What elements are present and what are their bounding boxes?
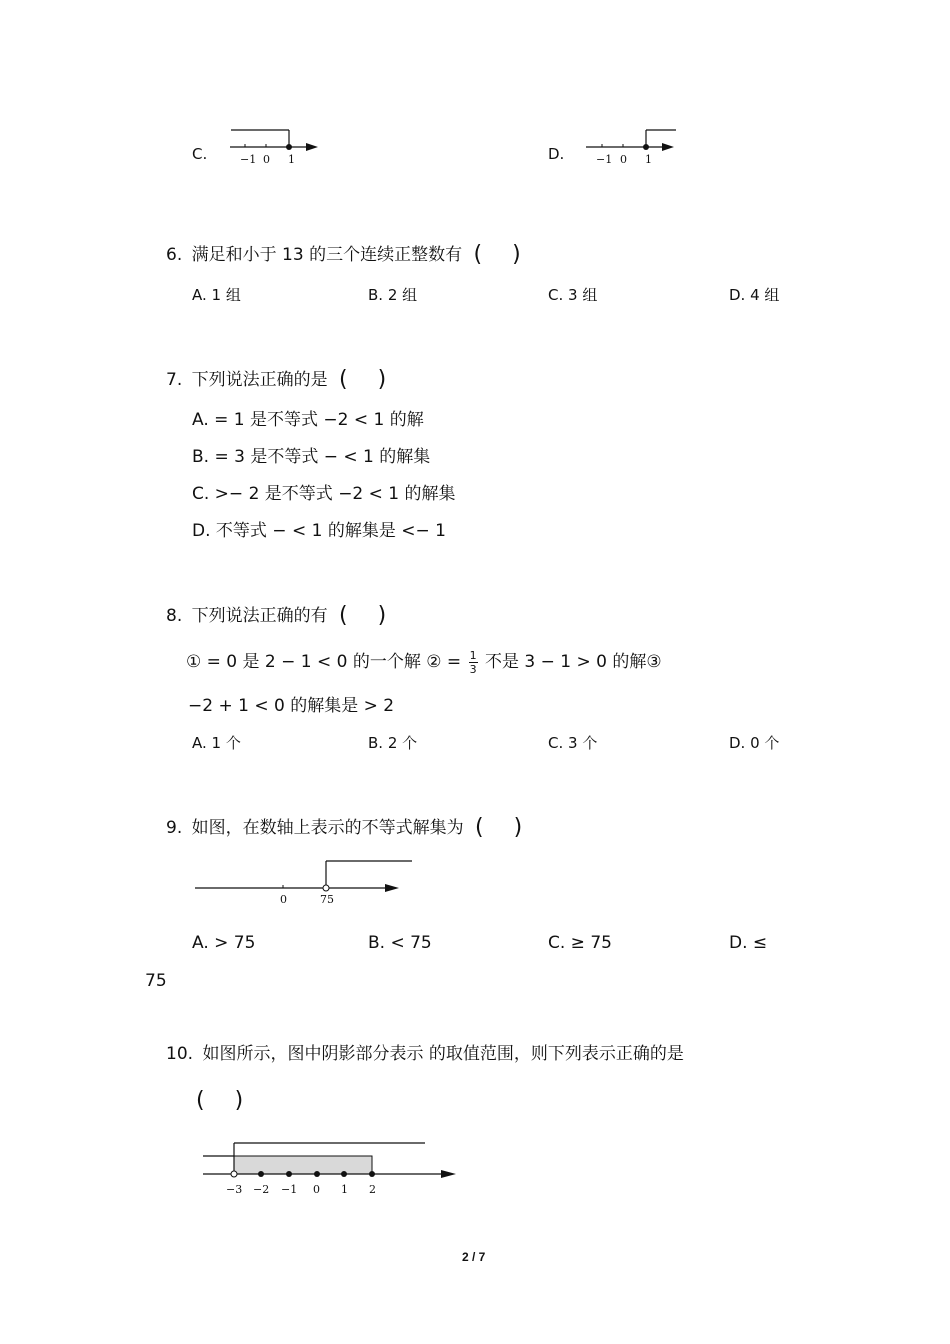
q9-option-d[interactable]: D. ≤	[729, 933, 768, 953]
q5-option-c-number-line	[228, 126, 328, 166]
q10-stem	[166, 1046, 684, 1063]
q10-paren-open: (	[196, 1088, 205, 1113]
q6-stem	[166, 243, 521, 265]
q10-tick-2: 2	[369, 1183, 376, 1196]
q10-tick-0: 0	[313, 1183, 320, 1196]
q6-option-b[interactable]: B. 2 组	[368, 286, 418, 304]
q9-paren-open: (	[475, 815, 484, 840]
q5c-tick-0: 0	[263, 153, 270, 166]
q8-option-d[interactable]: D. 0 个	[729, 734, 780, 752]
q9-option-d-wrap: 75	[145, 971, 167, 991]
q6-option-c[interactable]: C. 3 组	[548, 286, 598, 304]
q5-option-d-label: D.	[548, 145, 565, 163]
q7-option-a[interactable]: A. = 1 是不等式 −2 < 1 的解	[192, 410, 424, 430]
q5c-tick-1: 1	[288, 153, 295, 166]
q9-option-b[interactable]: B. < 75	[368, 933, 432, 953]
q7-paren-close: )	[377, 367, 387, 392]
q6-option-a[interactable]: A. 1 组	[192, 286, 241, 304]
q10-tick-neg3: −3	[226, 1183, 243, 1196]
q9-stem	[166, 816, 522, 838]
q8-number: 8.	[166, 606, 183, 626]
q8-text: 下列说法正确的有	[191, 606, 328, 626]
q8-paren-close: )	[377, 603, 387, 628]
q9-number: 9.	[166, 818, 183, 838]
q6-number: 6.	[166, 245, 183, 265]
q10-parens	[196, 1089, 243, 1111]
q10-tick-neg1: −1	[281, 1183, 298, 1196]
q5-option-d-number-line	[584, 126, 684, 166]
q9-paren-close: )	[513, 815, 523, 840]
q8-paren-open: (	[339, 603, 348, 628]
q10-tick-1: 1	[341, 1183, 348, 1196]
q10-number: 10.	[166, 1044, 194, 1064]
q10-number-line	[203, 1140, 473, 1200]
q8-statement-1-2: ① = 0 是 2 − 1 < 0 的一个解 ② =	[186, 652, 462, 672]
q10-tick-neg2: −2	[253, 1183, 270, 1196]
q8-stem	[166, 604, 386, 626]
q7-option-b[interactable]: B. = 3 是不等式 − < 1 的解集	[192, 447, 431, 467]
q8-statement-2-3: 不是 3 − 1 > 0 的解③	[484, 652, 662, 672]
q10-text: 如图所示，图中阴影部分表示 的取值范围，则下列表示正确的是	[202, 1044, 684, 1064]
q9-option-a[interactable]: A. > 75	[192, 933, 256, 953]
q8-option-a[interactable]: A. 1 个	[192, 734, 241, 752]
q7-text: 下列说法正确的是	[191, 370, 328, 390]
q6-paren-close: )	[512, 242, 521, 267]
q7-paren-open: (	[339, 367, 348, 392]
q7-stem	[166, 368, 386, 390]
q5-option-c-label: C.	[192, 145, 208, 163]
q8-option-b[interactable]: B. 2 个	[368, 734, 418, 752]
q8-statements-line2: −2 + 1 < 0 的解集是 > 2	[188, 696, 395, 716]
q5d-tick-1: 1	[645, 153, 652, 166]
q8-fraction-den: 3	[469, 662, 477, 676]
q6-option-d[interactable]: D. 4 组	[729, 286, 780, 304]
q9-number-line	[195, 858, 425, 908]
q5c-tick-neg1: −1	[240, 153, 257, 166]
q9-tick-75: 75	[320, 893, 334, 906]
q6-text: 满足和小于 13 的三个连续正整数有	[191, 245, 463, 265]
q10-paren-close: )	[234, 1088, 244, 1113]
q7-number: 7.	[166, 370, 183, 390]
q9-option-c[interactable]: C. ≥ 75	[548, 933, 612, 953]
q5d-tick-neg1: −1	[596, 153, 613, 166]
q9-tick-0: 0	[280, 893, 287, 906]
q7-option-d[interactable]: D. 不等式 − < 1 的解集是 <− 1	[192, 521, 446, 541]
q6-paren-open: (	[473, 242, 483, 267]
q8-option-c[interactable]: C. 3 个	[548, 734, 598, 752]
q8-fraction-num: 1	[469, 648, 477, 662]
q5d-tick-0: 0	[620, 153, 627, 166]
q8-statements-line1	[186, 647, 662, 677]
q9-text: 如图，在数轴上表示的不等式解集为	[191, 818, 464, 838]
q8-fraction	[469, 650, 478, 675]
q7-option-c[interactable]: C. >− 2 是不等式 −2 < 1 的解集	[192, 484, 456, 504]
page-number: 2 / 7	[462, 1250, 486, 1264]
